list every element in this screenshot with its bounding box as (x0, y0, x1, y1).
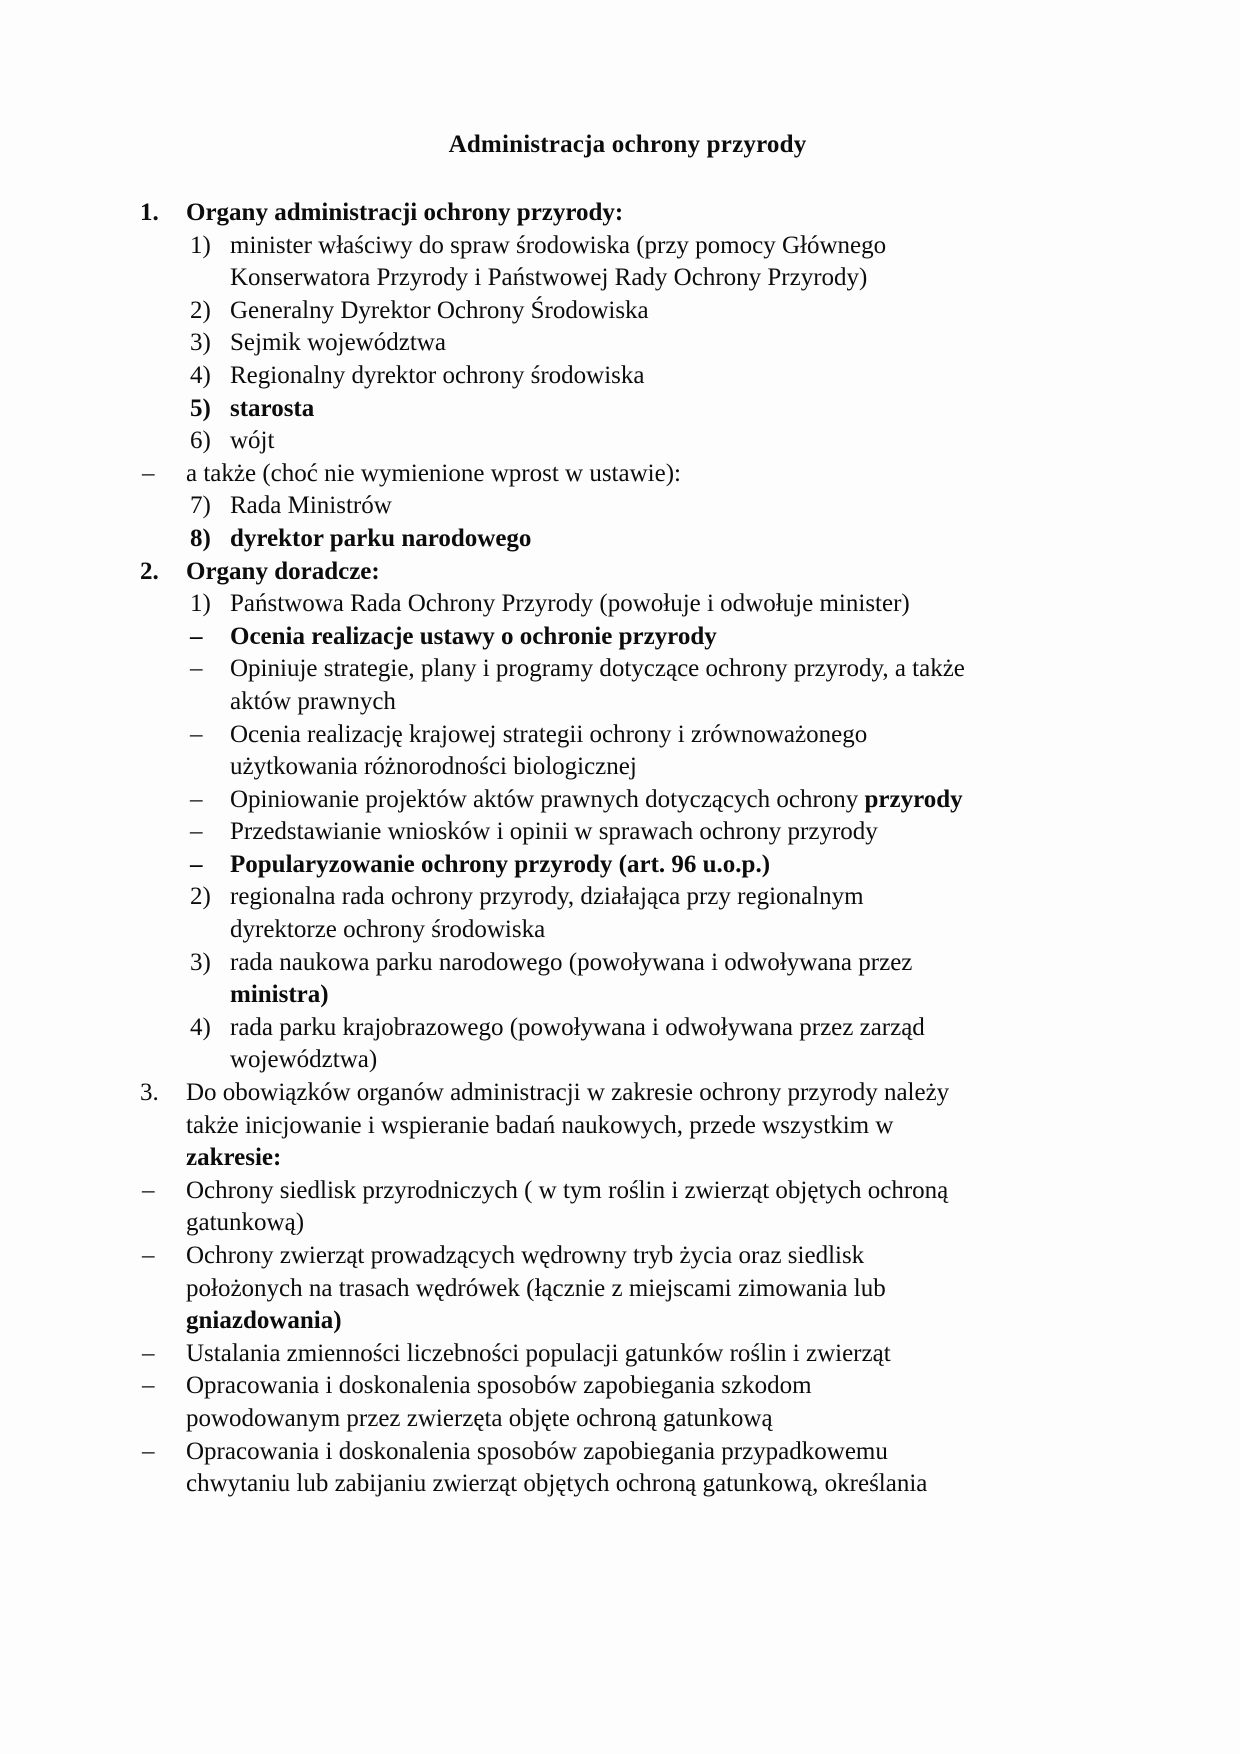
page-title: Administracja ochrony przyrody (448, 131, 807, 158)
line-text: Ocenia realizacje ustawy o ochronie przyrody (230, 622, 717, 650)
list-line (140, 523, 1115, 556)
list-line (140, 197, 1115, 230)
line-text: Sejmik województwa (230, 329, 446, 357)
line-text: regionalna rada ochrony przyrody, działająca przy regionalnym (230, 883, 864, 911)
list-marker: 2) (190, 296, 211, 324)
line-text: Opiniuje strategie, plany i programy dotyczące ochrony przyrody, a także (230, 655, 965, 683)
list-marker: 4) (190, 361, 211, 389)
list-line (140, 849, 1115, 882)
line-text: Opracowania i doskonalenia sposobów zapobiegania szkodom (186, 1372, 812, 1400)
list-marker: 2. (140, 557, 159, 585)
dash-marker: – (190, 818, 203, 846)
line-text-bold: gniazdowania) (186, 1307, 342, 1335)
document-content (140, 128, 1115, 1501)
line-text: Popularyzowanie ochrony przyrody (art. 96 u.o.p.) (230, 850, 771, 878)
list-line (140, 1077, 1115, 1110)
list-line (140, 1305, 1115, 1338)
list-marker: 1) (190, 231, 211, 259)
list-marker: 5) (190, 394, 211, 422)
dash-marker: – (190, 720, 203, 748)
line-text: rada naukowa parku narodowego (powoływana i odwoływana przez (230, 948, 913, 976)
dash-marker: – (142, 1339, 155, 1367)
list-line (140, 1110, 1115, 1143)
line-text: Przedstawianie wniosków i opinii w sprawach ochrony przyrody (230, 818, 878, 846)
list-marker: 3) (190, 948, 211, 976)
list-line (140, 881, 1115, 914)
dash-marker: – (142, 459, 155, 487)
list-line (140, 458, 1115, 491)
list-line (140, 1370, 1115, 1403)
list-line (140, 686, 1115, 719)
dash-marker: – (190, 622, 203, 650)
line-text: Ochrony zwierząt prowadzących wędrowny tryb życia oraz siedlisk (186, 1242, 865, 1269)
list-line (140, 816, 1115, 849)
line-text: aktów prawnych (230, 687, 396, 715)
list-line (140, 1207, 1115, 1240)
line-text: Ocenia realizację krajowej strategii ochrony i zrównoważonego (230, 720, 868, 748)
line-text: Opiniowanie projektów aktów prawnych dotyczących ochrony (230, 785, 865, 813)
list-marker: 2) (190, 883, 211, 911)
list-line (140, 588, 1115, 621)
line-text: dyrektorze ochrony środowiska (230, 916, 546, 944)
list-marker: 3. (140, 1079, 159, 1107)
line-text: Organy administracji ochrony przyrody: (186, 199, 624, 226)
list-line (140, 1240, 1115, 1273)
dash-marker: – (142, 1372, 155, 1400)
list-line (140, 262, 1115, 295)
line-text: Generalny Dyrektor Ochrony Środowiska (230, 296, 649, 324)
list-line (140, 914, 1115, 947)
list-line (140, 1273, 1115, 1306)
dash-marker: – (142, 1242, 155, 1269)
line-text: Rada Ministrów (230, 492, 392, 520)
list-line (140, 979, 1115, 1012)
list-marker: 1. (140, 199, 159, 226)
line-text: także inicjowanie i wspieranie badań naukowych, przede wszystkim w (186, 1111, 894, 1139)
list-line (140, 1468, 1115, 1501)
list-marker: 1) (190, 590, 211, 618)
list-line (140, 621, 1115, 654)
line-text: a także (choć nie wymienione wprost w ustawie): (186, 459, 681, 487)
dash-marker: – (190, 850, 203, 878)
line-text: Opracowania i doskonalenia sposobów zapobiegania przypadkowemu (186, 1437, 888, 1465)
line-text: Organy doradcze: (186, 557, 380, 585)
list-line (140, 425, 1115, 458)
list-line (140, 1338, 1115, 1371)
list-line (140, 360, 1115, 393)
line-text: dyrektor parku narodowego (230, 524, 532, 552)
line-text: Ustalania zmienności liczebności populacji gatunków roślin i zwierząt (186, 1339, 891, 1367)
list-line (140, 556, 1115, 589)
line-text: rada parku krajobrazowego (powoływana i odwoływana przez zarząd (230, 1013, 925, 1041)
list-line (140, 295, 1115, 328)
line-text: Państwowa Rada Ochrony Przyrody (powołuje i odwołuje minister) (230, 590, 910, 618)
dash-marker: – (142, 1176, 155, 1204)
list-line (140, 1403, 1115, 1436)
list-line (140, 327, 1115, 360)
line-text: Ochrony siedlisk przyrodniczych ( w tym roślin i zwierząt objętych ochroną (186, 1176, 949, 1204)
line-text: gatunkową) (186, 1209, 305, 1237)
list-line (140, 751, 1115, 784)
list-line (140, 719, 1115, 752)
dash-marker: – (190, 785, 203, 813)
dash-marker: – (190, 655, 203, 683)
list-marker: 8) (190, 524, 211, 552)
line-text: starosta (230, 394, 315, 422)
line-text: Konserwatora Przyrody i Państwowej Rady Ochrony Przyrody) (230, 264, 868, 292)
line-text: województwa) (230, 1046, 378, 1074)
list-line (140, 784, 1115, 817)
list-marker: 3) (190, 329, 211, 357)
list-line (140, 1142, 1115, 1175)
list-line (140, 1012, 1115, 1045)
list-line (140, 1436, 1115, 1469)
list-line (140, 1175, 1115, 1208)
line-text: użytkowania różnorodności biologicznej (230, 753, 637, 781)
line-text: wójt (230, 427, 275, 455)
list-line (140, 653, 1115, 686)
line-text-bold: ministra) (230, 981, 329, 1009)
list-line (140, 490, 1115, 523)
dash-marker: – (142, 1437, 155, 1465)
list-line (140, 947, 1115, 980)
line-text: minister właściwy do spraw środowiska (przy pomocy Głównego (230, 231, 887, 259)
line-text-bold: zakresie: (186, 1144, 282, 1172)
list-line (140, 230, 1115, 263)
line-text: położonych na trasach wędrówek (łącznie z miejscami zimowania lub (186, 1274, 886, 1302)
list-marker: 4) (190, 1013, 211, 1041)
list-line (140, 393, 1115, 426)
list-line (140, 1044, 1115, 1077)
line-text: Regionalny dyrektor ochrony środowiska (230, 361, 645, 389)
list-marker: 7) (190, 492, 211, 520)
line-text: chwytaniu lub zabijaniu zwierząt objętych ochroną gatunkową, określania (186, 1470, 928, 1498)
line-text: powodowanym przez zwierzęta objęte ochroną gatunkową (186, 1404, 773, 1432)
line-text: Do obowiązków organów administracji w zakresie ochrony przyrody należy (186, 1079, 950, 1107)
list-marker: 6) (190, 427, 211, 455)
line-text-bold: przyrody (864, 785, 963, 813)
